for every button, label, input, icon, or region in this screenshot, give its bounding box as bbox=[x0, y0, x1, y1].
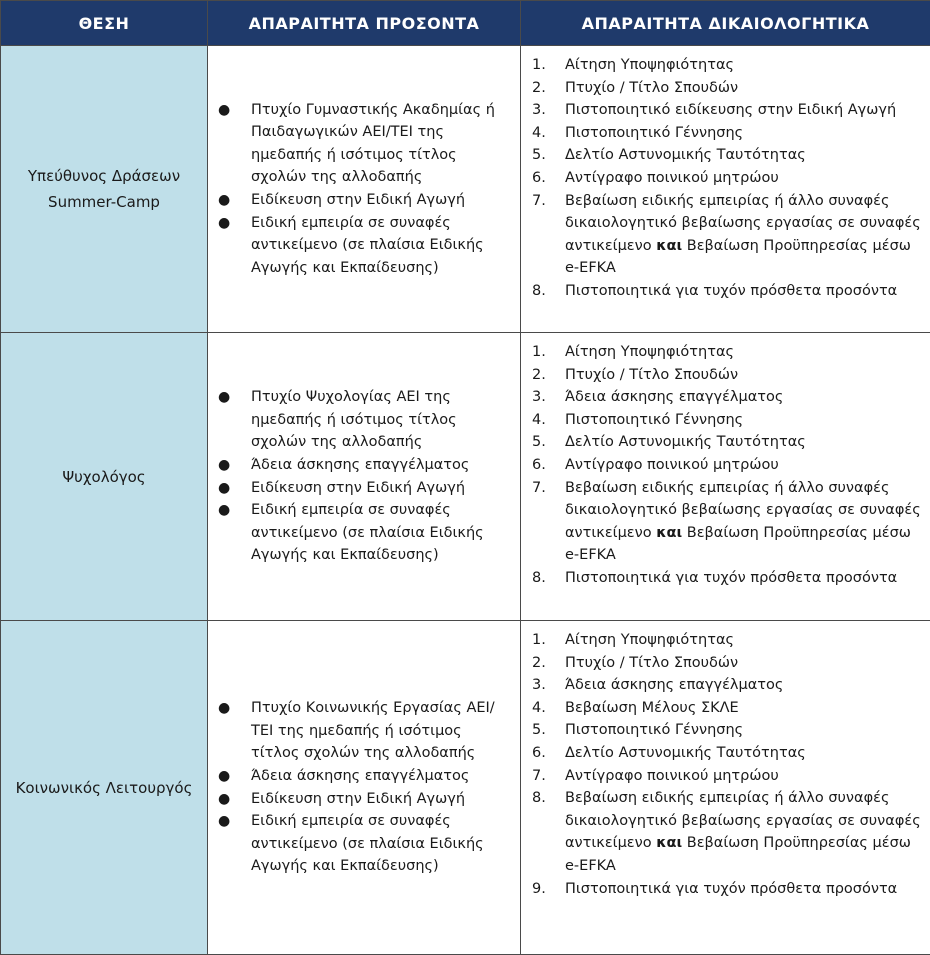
list-item: ● Άδεια άσκησης επαγγέλματος bbox=[208, 454, 510, 477]
bullet-icon: ● bbox=[218, 477, 230, 500]
position-cell bbox=[1, 333, 208, 621]
header-documents: ΑΠΑΡΑΙΤΗΤΑ ΔΙΚΑΙΟΛΟΓΗΤΙΚΑ bbox=[521, 1, 930, 46]
documents-cell bbox=[521, 333, 930, 621]
list-item: 6. Αντίγραφο ποινικού μητρώου bbox=[521, 167, 926, 190]
list-item: ● Πτυχίο Γυμναστικής Ακαδημίας ή Παιδαγωγικών ΑΕΙ/ΤΕΙ της ημεδαπής ή ισότιμος τίτλος σχολών της αλλοδαπής bbox=[208, 99, 510, 189]
qualifications-cell bbox=[208, 621, 521, 955]
list-item: ● Πτυχίο Κοινωνικής Εργασίας ΑΕΙ/ΤΕΙ της ημεδαπής ή ισότιμος τίτλος σχολών της αλλοδαπής bbox=[208, 697, 510, 765]
list-item: ● Πτυχίο Ψυχολογίας ΑΕΙ της ημεδαπής ή ισότιμος τίτλος σχολών της αλλοδαπής bbox=[208, 386, 510, 454]
table-row bbox=[1, 46, 930, 333]
documents-list bbox=[521, 629, 926, 900]
qualifications-list bbox=[208, 386, 510, 567]
list-item: ● Άδεια άσκησης επαγγέλματος bbox=[208, 765, 510, 788]
documents-list bbox=[521, 341, 926, 590]
list-item: 9. Πιστοποιητικά για τυχόν πρόσθετα προσόντα bbox=[521, 878, 926, 901]
qualifications-cell bbox=[208, 46, 521, 333]
list-item: ● Ειδίκευση στην Ειδική Αγωγή bbox=[208, 189, 510, 212]
position-title: Υπεύθυνος Δράσεων Summer-Camp bbox=[28, 167, 180, 211]
list-item: 1. Αίτηση Υποψηφιότητας bbox=[521, 341, 926, 364]
position-title: Κοινωνικός Λειτουργός bbox=[16, 779, 193, 797]
bullet-icon: ● bbox=[218, 499, 230, 522]
qualifications-list bbox=[208, 697, 510, 878]
bullet-icon: ● bbox=[218, 99, 230, 122]
list-item: 5. Δελτίο Αστυνομικής Ταυτότητας bbox=[521, 144, 926, 167]
position-title: Ψυχολόγος bbox=[62, 468, 145, 486]
qualifications-list bbox=[208, 99, 510, 280]
list-item: 5. Πιστοποιητικό Γέννησης bbox=[521, 719, 926, 742]
list-item: ● Ειδική εμπειρία σε συναφές αντικείμενο (σε πλαίσια Ειδικής Αγωγής και Εκπαίδευσης) bbox=[208, 810, 510, 878]
list-item: 1. Αίτηση Υποψηφιότητας bbox=[521, 54, 926, 77]
header-position: ΘΕΣΗ bbox=[1, 1, 208, 46]
list-item: 4. Βεβαίωση Μέλους ΣΚΛΕ bbox=[521, 697, 926, 720]
list-item: ● Ειδική εμπειρία σε συναφές αντικείμενο (σε πλαίσια Ειδικής Αγωγής και Εκπαίδευσης) bbox=[208, 499, 510, 567]
list-item: 7. Βεβαίωση ειδικής εμπειρίας ή άλλο συναφές δικαιολογητικό βεβαίωσης εργασίας σε συναφές αντικείμενο και Βεβαίωση Προϋπηρεσίας μέσω e-EFKA bbox=[521, 190, 926, 280]
list-item: 3. Άδεια άσκησης επαγγέλματος bbox=[521, 674, 926, 697]
header-qualifications: ΑΠΑΡΑΙΤΗΤΑ ΠΡΟΣΟΝΤΑ bbox=[208, 1, 521, 46]
bullet-icon: ● bbox=[218, 212, 230, 235]
position-cell bbox=[1, 621, 208, 955]
table-row bbox=[1, 333, 930, 621]
list-item: 5. Δελτίο Αστυνομικής Ταυτότητας bbox=[521, 431, 926, 454]
list-item: 7. Αντίγραφο ποινικού μητρώου bbox=[521, 765, 926, 788]
list-item: 3. Άδεια άσκησης επαγγέλματος bbox=[521, 386, 926, 409]
list-item: 4. Πιστοποιητικό Γέννησης bbox=[521, 409, 926, 432]
list-item: 2. Πτυχίο / Τίτλο Σπουδών bbox=[521, 652, 926, 675]
bullet-icon: ● bbox=[218, 765, 230, 788]
documents-list bbox=[521, 54, 926, 303]
list-item: ● Ειδική εμπειρία σε συναφές αντικείμενο (σε πλαίσια Ειδικής Αγωγής και Εκπαίδευσης) bbox=[208, 212, 510, 280]
documents-cell bbox=[521, 621, 930, 955]
qualifications-cell bbox=[208, 333, 521, 621]
position-cell bbox=[1, 46, 208, 333]
bullet-icon: ● bbox=[218, 810, 230, 833]
list-item: 8. Βεβαίωση ειδικής εμπειρίας ή άλλο συναφές δικαιολογητικό βεβαίωσης εργασίας σε συναφές αντικείμενο και Βεβαίωση Προϋπηρεσίας μέσω e-EFKA bbox=[521, 787, 926, 877]
table-row bbox=[1, 621, 930, 955]
list-item: 2. Πτυχίο / Τίτλο Σπουδών bbox=[521, 364, 926, 387]
list-item: 1. Αίτηση Υποψηφιότητας bbox=[521, 629, 926, 652]
bullet-icon: ● bbox=[218, 697, 230, 720]
list-item: ● Ειδίκευση στην Ειδική Αγωγή bbox=[208, 477, 510, 500]
header-row bbox=[1, 1, 930, 46]
bullet-icon: ● bbox=[218, 386, 230, 409]
list-item: 2. Πτυχίο / Τίτλο Σπουδών bbox=[521, 77, 926, 100]
list-item: 6. Αντίγραφο ποινικού μητρώου bbox=[521, 454, 926, 477]
list-item: 8. Πιστοποιητικά για τυχόν πρόσθετα προσόντα bbox=[521, 567, 926, 590]
list-item: 6. Δελτίο Αστυνομικής Ταυτότητας bbox=[521, 742, 926, 765]
bullet-icon: ● bbox=[218, 454, 230, 477]
bullet-icon: ● bbox=[218, 788, 230, 811]
documents-cell bbox=[521, 46, 930, 333]
list-item: ● Ειδίκευση στην Ειδική Αγωγή bbox=[208, 788, 510, 811]
bullet-icon: ● bbox=[218, 189, 230, 212]
list-item: 3. Πιστοποιητικό ειδίκευσης στην Ειδική Αγωγή bbox=[521, 99, 926, 122]
list-item: 7. Βεβαίωση ειδικής εμπειρίας ή άλλο συναφές δικαιολογητικό βεβαίωσης εργασίας σε συναφές αντικείμενο και Βεβαίωση Προϋπηρεσίας μέσω e-EFKA bbox=[521, 477, 926, 567]
list-item: 4. Πιστοποιητικό Γέννησης bbox=[521, 122, 926, 145]
list-item: 8. Πιστοποιητικά για τυχόν πρόσθετα προσόντα bbox=[521, 280, 926, 303]
